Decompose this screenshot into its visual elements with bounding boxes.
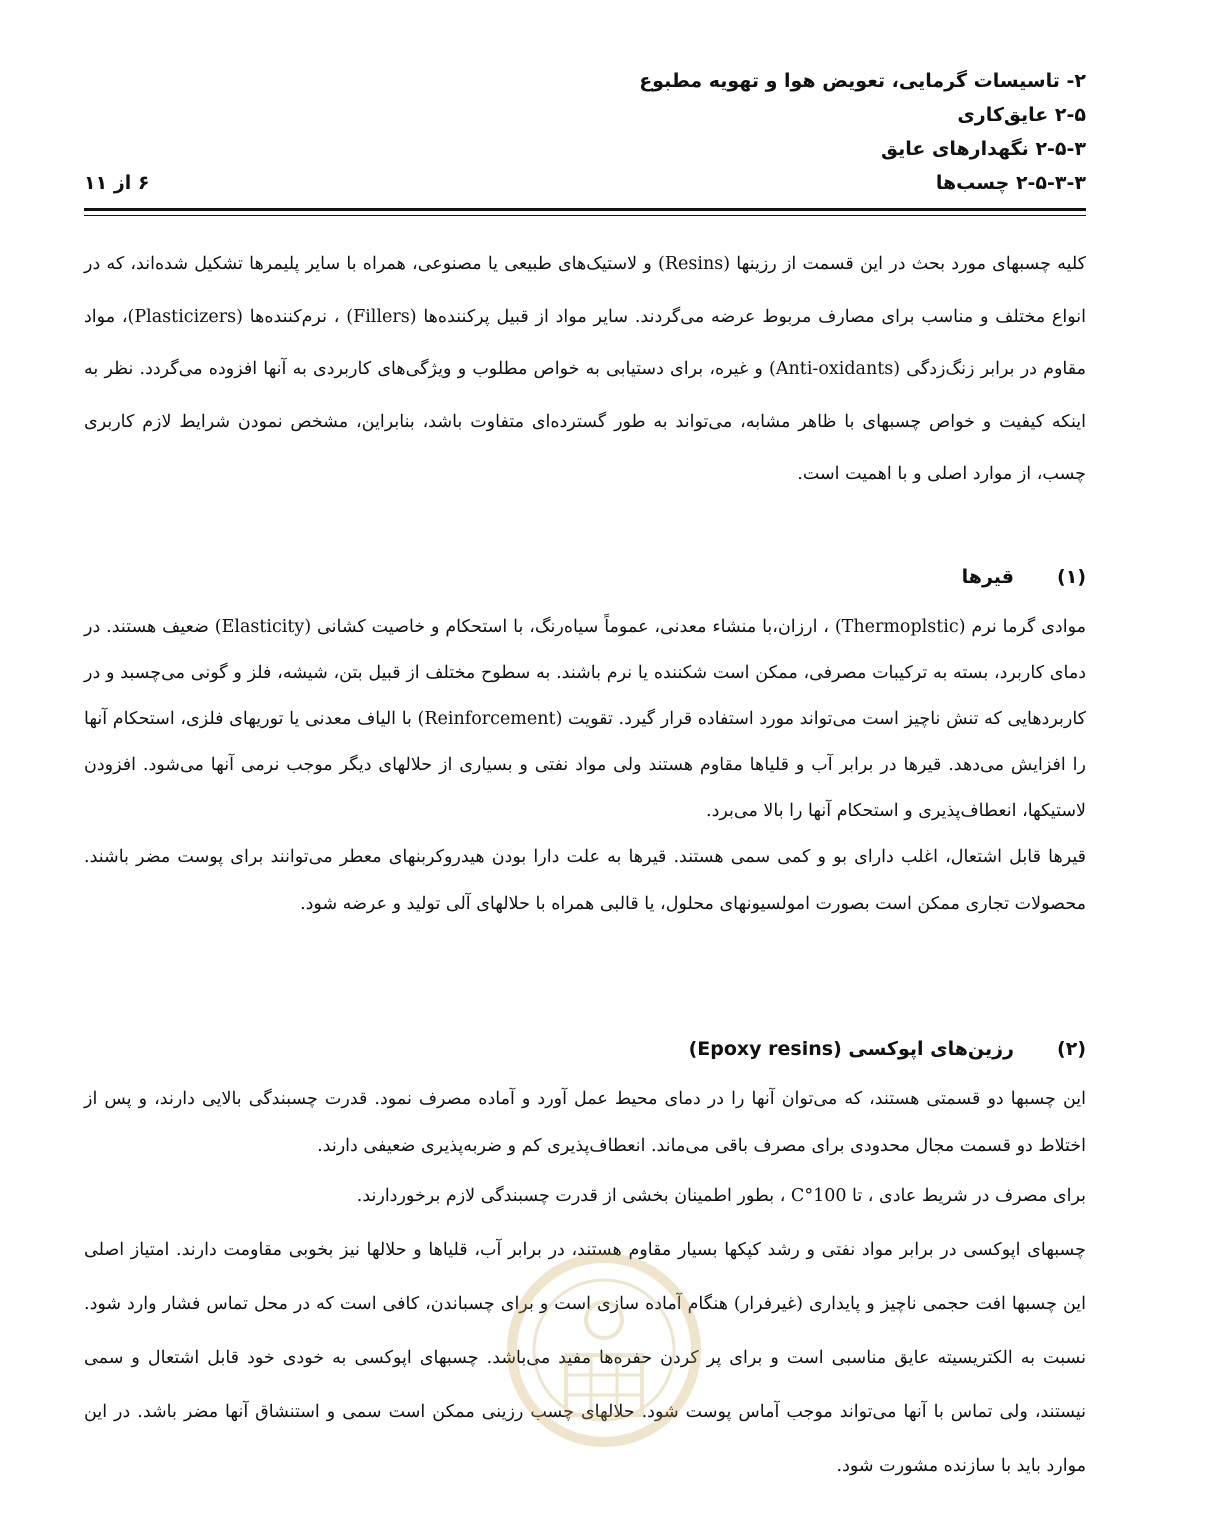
section1-number: (۱) bbox=[1057, 566, 1086, 588]
section1-paragraph-2: قیرها قابل اشتعال، اغلب دارای بو و کمی سمی هستند. قیرها به علت دارا بودن هیدروکربنهای معطر می‌توانند برای پوست مضر باشند. محصولات تجاری ممکن است بصورت امولسیونهای محلول، یا قالبی همراه با حلالهای آلی تولید و عرضه شود. bbox=[84, 847, 1086, 914]
section2-title: رزین‌های اپوکسی (Epoxy resins) bbox=[688, 1038, 1014, 1060]
section2-paragraph-2: برای مصرف در شریط عادی ، تا 100°C ، بطور اطمینان بخشی از قدرت چسبندگی لازم برخوردارند. bbox=[356, 1186, 1086, 1206]
section2-paragraph-3: چسبهای اپوکسی در برابر مواد نفتی و رشد کپکها بسیار مقاوم هستند، در برابر آب، قلیاها و حلالها نیز بخوبی مقاومت دارند. امتیاز اصلی این چسبها افت حجمی ناچیز و پایداری (غیرفرار) هنگام آماده سازی است و برای چسباندن، کافی است که در محل تماس فشار وارد شود. نسبت به الکتریسیته عایق مناسبی است و برای پر کردن حفره‌ها مفید می‌باشد. چسبهای اپوکسی به خودی خود قابل اشتعال و سمی نیستند، ولی تماس با آنها می‌تواند موجب آماس پوست شود. حلالهای چسب رزینی ممکن است سمی و استنشاق آنها مضر باشد. در این موارد باید با سازنده مشورت شود. bbox=[84, 1240, 1086, 1476]
intro-paragraph: کلیه چسبهای مورد بحث در این قسمت از رزینها (Resins) و لاستیک‌های طبیعی یا مصنوعی، همراه با سایر پلیمرها تشکیل شده‌اند، که در انواع مختلف و مناسب برای مصارف مربوط عرضه می‌گردند. سایر مواد از قبیل پرکننده‌ها (Fillers) ، نرم‌کننده‌ها (Plasticizers)، مواد مقاوم در برابر زنگ‌زدگی (Anti-oxidants) و غیره، برای دستیابی به خواص مطلوب و ویژگی‌های کاربردی به آنها افزوده می‌گردد. نظر به اینکه کیفیت و خواص چسبهای با ظاهر مشابه، می‌تواند به طور گسترده‌ای متفاوت باشد، بنابراین، مشخص نمودن شرایط لازم کاربری چسب، از موارد اصلی و با اهمیت است. bbox=[84, 254, 1087, 484]
section2-paragraph-1: این چسبها دو قسمتی هستند، که می‌توان آنها را در دمای محیط عمل آورد و آماده مصرف نمود. قدرت چسبندگی بالایی دارند، و پس از اختلاط دو قسمت مجال محدودی برای مصرف باقی می‌ماند. انعطاف‌پذیری کم و ضربه‌پذیری ضعیفی دارند. bbox=[84, 1089, 1086, 1156]
section2-heading bbox=[84, 1032, 1086, 1066]
header-rule-thin bbox=[84, 215, 1086, 216]
section2-number: (۲) bbox=[1057, 1038, 1086, 1060]
intro-block bbox=[84, 238, 1086, 501]
section2-body bbox=[84, 1076, 1086, 1493]
subsection-heading: ۲-۵-۳ نگهدارهای عایق bbox=[880, 138, 1086, 160]
section1-heading bbox=[84, 560, 1086, 594]
section1-title: قیرها bbox=[961, 566, 1014, 588]
page-header bbox=[84, 64, 1086, 200]
page-number: ۶ از ۱۱ bbox=[84, 172, 150, 194]
section1-body bbox=[84, 604, 1086, 927]
section-heading: ۲-۵ عایق‌کاری bbox=[957, 104, 1086, 126]
header-rule-thick bbox=[84, 208, 1086, 211]
chapter-heading: ۲- تاسیسات گرمایی، تعویض هوا و تهویه مطبوع bbox=[639, 70, 1086, 92]
section1-paragraph-1: موادی گرما نرم (Thermoplstic) ، ارزان،با منشاء معدنی، عموماً سیاه‌رنگ، با استحکام و خاصیت کشانی (Elasticity) ضعیف هستند. در دمای کاربرد، بسته به ترکیبات مصرفی، ممکن است شکننده یا نرم باشند. به سطوح مختلف از قبیل بتن، شیشه، فلز و گونی می‌چسبد و در کاربردهایی که تنش ناچیز است می‌تواند مورد استفاده قرار گیرد. تقویت (Reinforcement) با الیاف معدنی یا توریهای فلزی، استحکام آنها را افزایش می‌دهد. قیرها در برابر آب و قلیاها مقاوم هستند ولی مواد نفتی و بسیاری از حلالهای دیگر موجب نرمی آنها می‌شود. افزودن لاستیکها، انعطاف‌پذیری و استحکام آنها را بالا می‌برد. bbox=[84, 617, 1086, 821]
topic-heading: ۲-۵-۳-۳ چسب‌ها bbox=[935, 172, 1086, 194]
